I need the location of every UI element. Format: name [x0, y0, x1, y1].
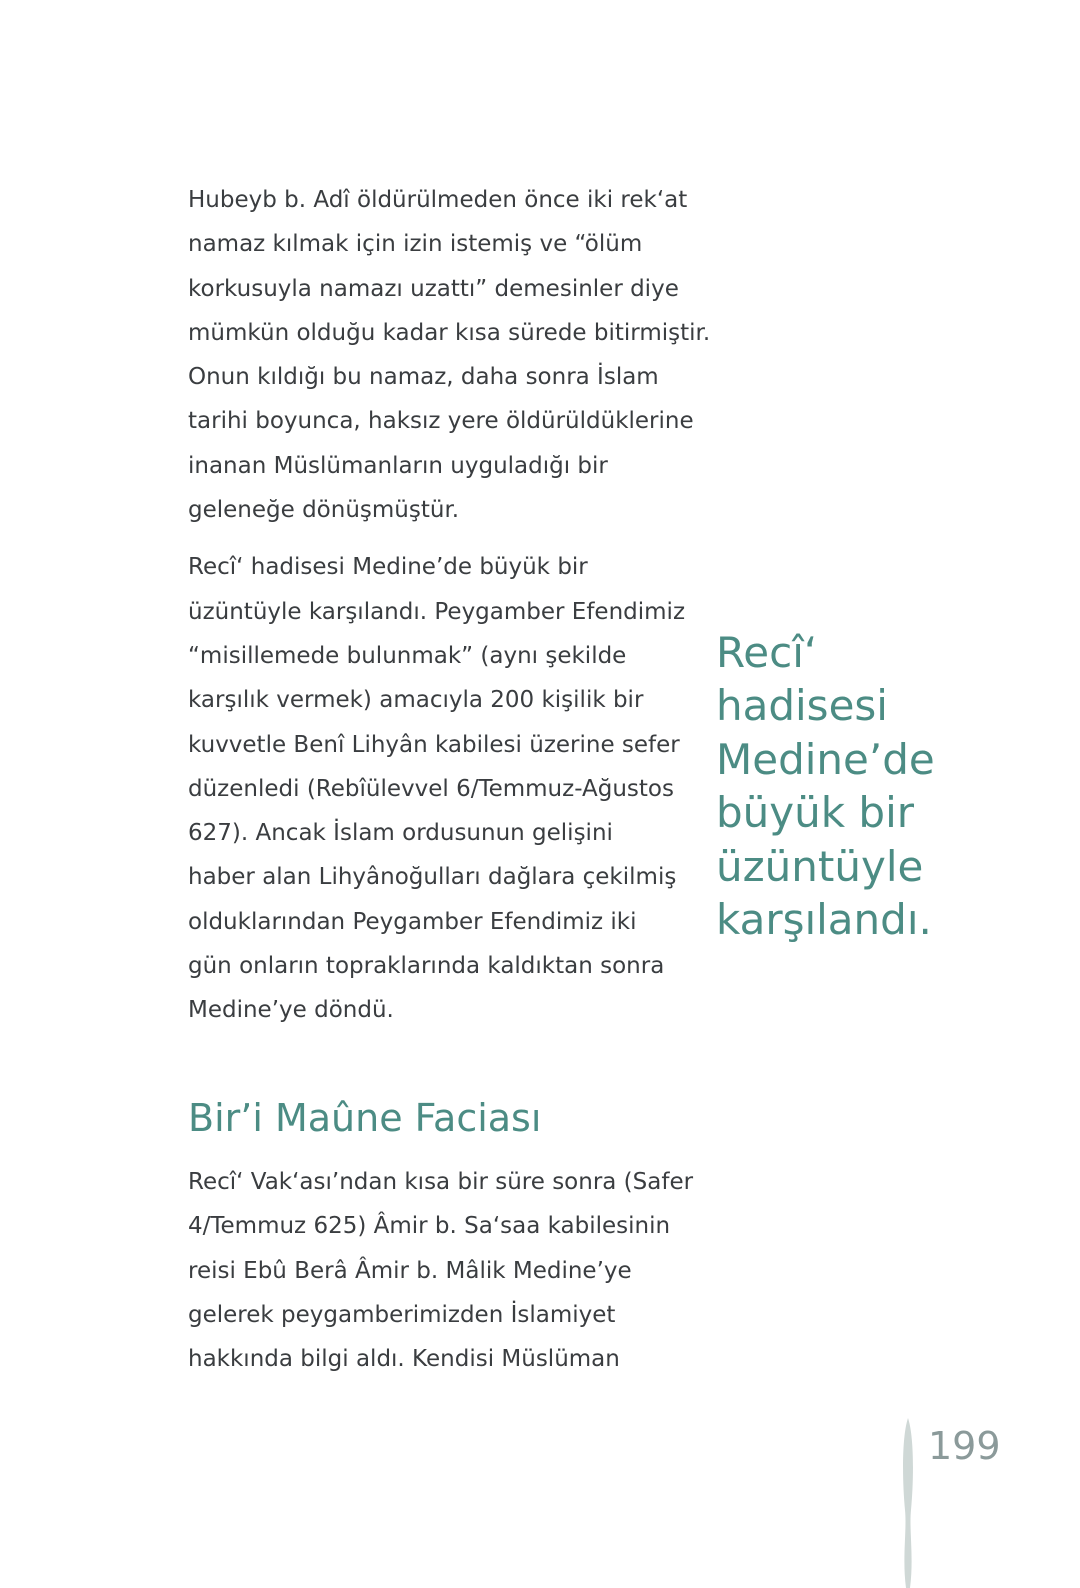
text-line: üzüntüyle karşılandı. Peygamber Efendimiz [188, 598, 686, 625]
text-line: haber alan Lihyânoğulları dağlara çekilmiş [188, 864, 677, 891]
body-paragraph-2 [188, 545, 688, 1032]
text-line: mümkün olduğu kadar kısa sürede bitirmiştir. [188, 319, 711, 346]
margin-ornament-icon [898, 1418, 918, 1588]
text-line: tarihi boyunca, haksız yere öldürüldüklerine [188, 408, 694, 435]
text-line: korkusuyla namazı uzattı” demesinler diye [188, 275, 679, 302]
text-line: 4/Temmuz 625) Âmir b. Sa‘saa kabilesinin [188, 1213, 671, 1240]
text-line: hakkında bilgi aldı. Kendisi Müslüman [188, 1346, 620, 1373]
text-line: kuvvetle Benî Lihyân kabilesi üzerine sefer [188, 731, 680, 758]
text-line: namaz kılmak için izin istemiş ve “ölüm [188, 231, 643, 258]
text-line: 627). Ancak İslam ordusunun gelişini [188, 820, 613, 847]
body-paragraph-3 [188, 1160, 693, 1381]
pull-quote-line: Recî‘ [716, 628, 818, 677]
text-line: karşılık vermek) amacıyla 200 kişilik bir [188, 687, 644, 714]
text-line: “misillemede bulunmak” (aynı şekilde [188, 642, 627, 669]
text-line: geleneğe dönüşmüştür. [188, 497, 460, 524]
page-number: 199 [928, 1424, 1001, 1468]
pull-quote [716, 626, 1016, 946]
text-line: Hubeyb b. Adî öldürülmeden önce iki rek‘at [188, 187, 688, 213]
text-line: reisi Ebû Berâ Âmir b. Mâlik Medine’ye [188, 1257, 632, 1284]
pull-quote-line: Medine’de [716, 734, 935, 784]
main-column [188, 178, 711, 1033]
pull-quote-line: büyük bir [716, 788, 915, 838]
text-line: gün onların topraklarında kaldıktan sonra [188, 953, 665, 980]
text-line: Recî‘ hadisesi Medine’de büyük bir [188, 554, 588, 581]
section-heading: Bir’i Maûne Faciası [188, 1096, 542, 1140]
pull-quote-line: karşılandı. [716, 895, 932, 945]
text-line: gelerek peygamberimizden İslamiyet [188, 1301, 616, 1328]
text-line: Onun kıldığı bu namaz, daha sonra İslam [188, 364, 659, 391]
text-line: Recî‘ Vak‘ası’ndan kısa bir süre sonra (Safer [188, 1169, 694, 1195]
text-line: olduklarından Peygamber Efendimiz iki [188, 908, 637, 935]
pull-quote-line: hadisesi [716, 681, 888, 731]
text-line: inanan Müslümanların uyguladığı bir [188, 452, 608, 479]
text-line: düzenledi (Rebîülevvel 6/Temmuz-Ağustos [188, 775, 674, 802]
text-line: Medine’ye döndü. [188, 997, 394, 1024]
pull-quote-line: üzüntüyle [716, 841, 924, 891]
body-paragraph-1 [188, 178, 711, 532]
